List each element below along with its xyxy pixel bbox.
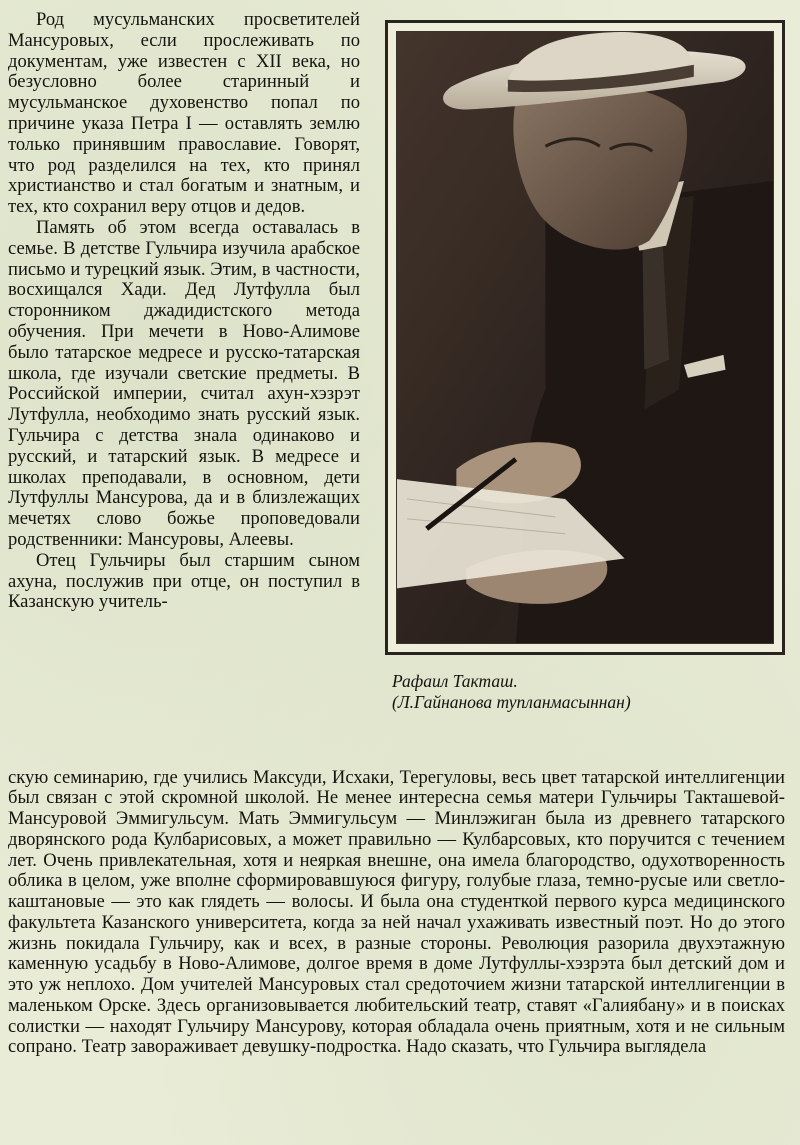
photo-caption: [392, 671, 782, 713]
article-paragraph-2: Память об этом всегда оставалась в семье. В детстве Гульчира изучила арабское письмо и турецкий язык. Этим, в частности, восхищался Хади. Дед Лутфулла был сторонником джадидистского метода обучения. При мечети в Ново-Алимове было татарское медресе и русско-татарская школа, где изучали светские предметы. В Российской империи, считал ахун-хэзрэт Лутфулла, необходимо знать русский язык. Гульчира с детства знала одинаково и русский, и татарский язык. В медресе и школах преподавали, в основном, дети Лутфуллы Мансурова, да и в близлежащих мечетях слово божье проповедовали родственники: Мансуровы, Алеевы.: [8, 216, 360, 550]
photo-caption-name: Рафаил Такташ.: [392, 671, 518, 691]
article-paragraph-3-continued: скую семинарию, где учились Максуди, Исхаки, Терегуловы, весь цвет татарской интеллигенции был связан с этой скромной школой. Не менее интересна семья матери Гульчиры Такташевой-Мансуровой Эммигульсум. Мать Эммигульсум — Минлэжиган была из древнего татарского дворянского рода Кулбарисовых, а может правильно — Кулбарсовых, кто поручится с течением лет. Очень привлекательная, хотя и неяркая внешне, она имела благородство, одухотворенность облика в целом, уже вполне сформировавшуюся фигуру, голубые глаза, темно-русые или светло-каштановые — это как глядеть — волосы. И была она студенткой первого курса медицинского факультета Казанского университета, когда за ней начал ухаживать известный поэт. Но до этого жизнь покидала Гульчиру, как и всех, в разные стороны. Революция разорила двухэтажную каменную усадьбу в Ново-Алимове, долгое время в доме Лутфуллы-хэзрэта был детский дом и это уж неплохо. Дом учителей Мансуровых стал средоточием жизни татарской интеллигенции в маленьком Орске. Здесь организовывается любительский театр, ставят «Галиябану» и в поисках солистки — находят Гульчиру Мансурову, которая обладала очень приятным, хотя и не сильным сопрано. Театр завораживает девушку-подростка. Надо сказать, что Гульчира выглядела: [8, 766, 785, 1058]
portrait-photo: [396, 31, 774, 644]
article-text-column: [8, 10, 360, 613]
article-paragraph-3-start: Отец Гульчиры был старшим сыном ахуна, послужив при отце, он поступил в Казанскую учитель-: [8, 549, 360, 613]
article-paragraph-1: Род мусульманских просветителей Мансуровых, если прослеживать по документам, уже известен с XII века, но безусловно более старинный и мусульманское духовенство попал по причине указа Петра I — оставлять землю только принявшим православие. Говорят, что род разделился на тех, кто принял христианство и стал богатым и знатным, и тех, кто сохранил веру отцов и дедов.: [8, 9, 360, 218]
portrait-photo-frame: [385, 20, 785, 655]
portrait-illustration: [397, 32, 773, 643]
article-text-full-width: [8, 749, 785, 1077]
photo-caption-source: (Л.Гайнанова тупланмасыннан): [392, 692, 631, 712]
